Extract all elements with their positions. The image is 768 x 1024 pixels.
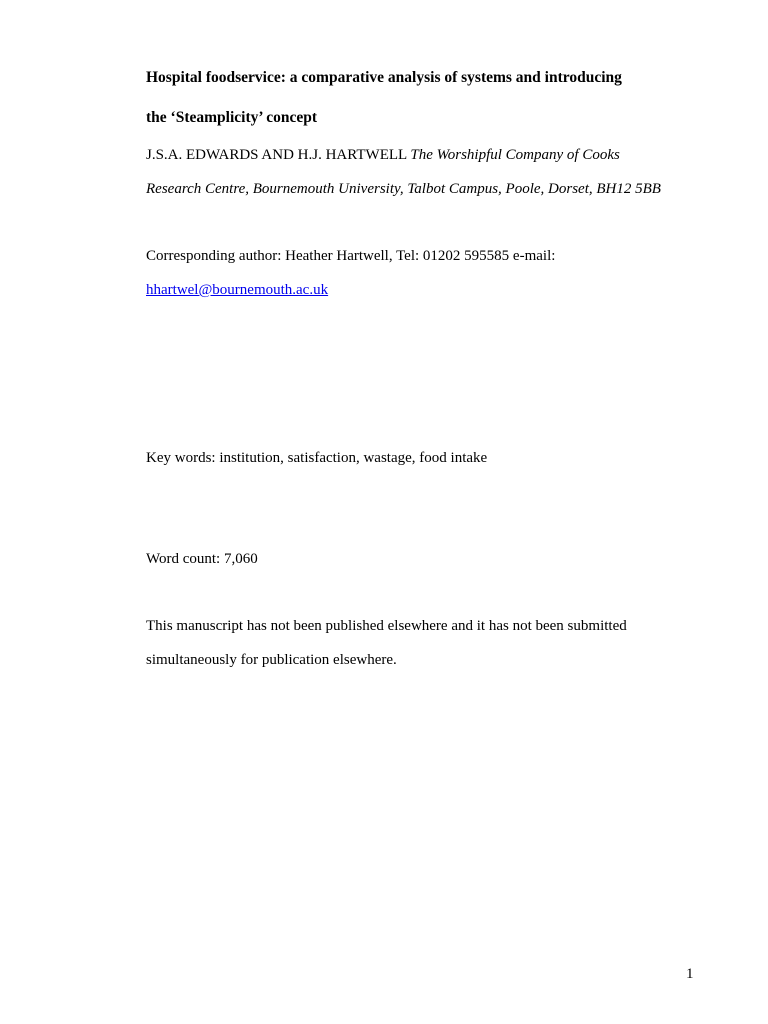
manuscript-statement-line-1: This manuscript has not been published elsewhere and it has not been submitted xyxy=(146,618,627,634)
email-link[interactable]: hhartwel@bournemouth.ac.uk xyxy=(146,282,329,298)
author-names: J.S.A. EDWARDS AND H.J. HARTWELL xyxy=(146,147,407,163)
page-number: 1 xyxy=(686,966,694,982)
affiliation-line-2: Research Centre, Bournemouth University, Talbot Campus, Poole, Dorset, BH12 5BB xyxy=(146,181,661,197)
author-line xyxy=(146,145,620,165)
paper-title-line-1: Hospital foodservice: a comparative analysis of systems and introducing xyxy=(146,69,622,86)
paper-title-line-2: the ‘Steamplicity’ concept xyxy=(146,109,318,126)
keywords: Key words: institution, satisfaction, wastage, food intake xyxy=(146,450,488,466)
email-line xyxy=(146,280,328,300)
corresponding-author: Corresponding author: Heather Hartwell, Tel: 01202 595585 e-mail: xyxy=(146,248,556,264)
manuscript-statement-line-2: simultaneously for publication elsewhere. xyxy=(146,652,397,668)
affiliation-part-1: The Worshipful Company of Cooks xyxy=(410,147,620,163)
word-count: Word count: 7,060 xyxy=(146,551,258,567)
